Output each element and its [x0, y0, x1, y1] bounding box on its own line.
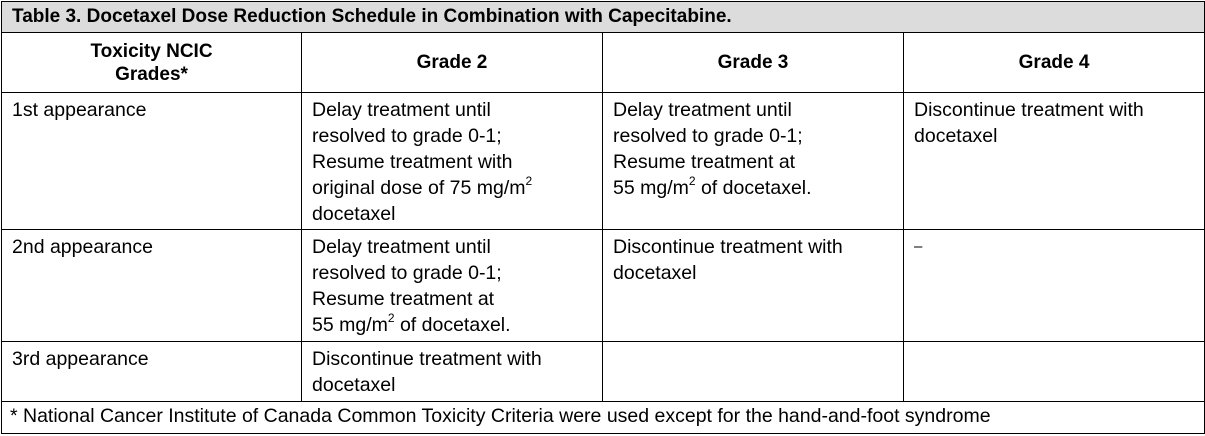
- header-row: [2, 33, 1205, 93]
- dose-reduction-table: [1, 1, 1205, 434]
- table-row: [2, 93, 1205, 230]
- row-label: 1st appearance: [2, 93, 302, 230]
- header-toxicity-grades: Toxicity NCIC Grades*: [2, 33, 302, 93]
- table-footnote: * National Cancer Institute of Canada Common Toxicity Criteria were used except for the hand-and-foot syndrome: [2, 402, 1205, 434]
- cell-grade-3: Discontinue treatment with docetaxel: [603, 230, 904, 342]
- cell-grade-4: [904, 342, 1205, 402]
- cell-grade-2: Discontinue treatment with docetaxel: [302, 342, 603, 402]
- cell-grade-3: Delay treatment until resolved to grade 0-1; Resume treatment at 55 $mg/m^2$ of docetaxel.: [603, 93, 904, 230]
- header-grade-3: Grade 3: [603, 33, 904, 93]
- cell-grade-2: Delay treatment until resolved to grade 0-1; Resume treatment at 55 $mg/m^2$ of docetaxel.: [302, 230, 603, 342]
- cell-grade-4: –: [904, 230, 1205, 342]
- table-row: [2, 230, 1205, 342]
- cell-grade-4: Discontinue treatment with docetaxel: [904, 93, 1205, 230]
- table-caption: Table 3. Docetaxel Dose Reduction Schedule in Combination with Capecitabine.: [2, 2, 1205, 33]
- cell-grade-3: [603, 342, 904, 402]
- row-label: 2nd appearance: [2, 230, 302, 342]
- row-label: 3rd appearance: [2, 342, 302, 402]
- cell-grade-2: Delay treatment until resolved to grade 0-1; Resume treatment with original dose of 75 $mg/m^2$ docetaxel: [302, 93, 603, 230]
- header-grade-4: Grade 4: [904, 33, 1205, 93]
- table-row: [2, 342, 1205, 402]
- header-grade-2: Grade 2: [302, 33, 603, 93]
